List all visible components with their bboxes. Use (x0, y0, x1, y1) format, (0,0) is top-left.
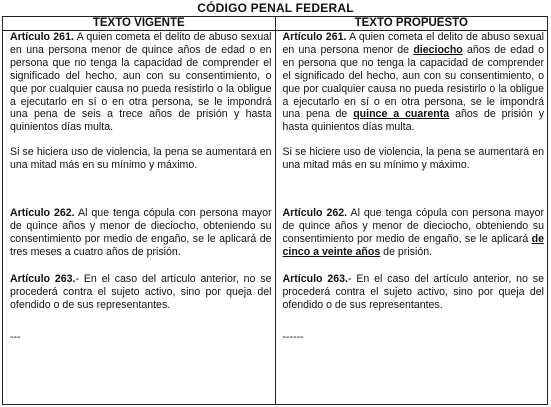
header-texto-vigente: TEXTO VIGENTE (3, 17, 276, 31)
header-texto-propuesto: TEXTO PROPUESTO (275, 17, 548, 31)
article-263-title: Artículo 263. (10, 272, 76, 285)
column-texto-propuesto (275, 31, 548, 405)
article-263-text: - En el caso del artículo anterior, no se procederá contra el sujeto activo, sino por queja del ofendido o de sus representantes. (10, 272, 272, 311)
ellipsis-mark: ------ (282, 331, 304, 344)
article-263-paragraph (283, 273, 545, 312)
article-261-paragraph (283, 31, 545, 134)
column-texto-vigente (3, 31, 276, 405)
article-261-title: Artículo 261. (282, 31, 347, 43)
article-262-text: Al que tenga cópula con persona mayor de quince años y menor de dieciocho, obteniendo su consentimiento por medio de engaño, se le aplicará de tres meses a cuatro años de prisión. (10, 207, 272, 258)
comparison-table (2, 16, 548, 405)
article-262-text-part1: Al que tenga cópula con persona mayor de quince años y menor de dieciocho, obteniendo su consentimiento por medio de engaño, se le aplicará (282, 207, 544, 245)
article-263-paragraph (10, 273, 272, 312)
article-261-underlined-penalty: quince a cuarenta (353, 108, 450, 121)
article-262-title: Artículo 262. (10, 207, 75, 220)
article-263-text: - En el caso del artículo anterior, no se procederá contra el sujeto activo, sino por queja del ofendido o de sus representantes. (282, 272, 544, 311)
document-title: CÓDIGO PENAL FEDERAL (197, 1, 354, 15)
article-261-text-part3: años de prisión y hasta quinientos días multa. (282, 108, 545, 134)
article-261-paragraph (10, 31, 272, 134)
article-262-text-part2: de prisión. (380, 245, 433, 258)
article-262-paragraph (10, 207, 272, 259)
article-261-title: Artículo 261. (10, 31, 74, 43)
article-261-violence-paragraph: Si se hiciere uso de violencia, la pena se aumentará en una mitad más en su mínimo y máximo. (282, 146, 544, 172)
ellipsis-mark: --- (10, 331, 21, 344)
article-262-title: Artículo 262. (282, 207, 348, 220)
article-261-violence-paragraph: Si se hiciera uso de violencia, la pena se aumentará en una mitad más en su mínimo y máximo. (10, 146, 272, 172)
table-header-row (3, 17, 548, 31)
article-261-underlined-age: dieciocho (413, 43, 463, 56)
article-263-title: Artículo 263. (282, 272, 348, 285)
table-body-row (3, 31, 548, 405)
article-261-text-part1: A quien cometa el delito de abuso sexual en una persona menor de (282, 31, 544, 56)
article-261-text: A quien cometa el delito de abuso sexual en una persona menor de quince años de edad o en persona que no tenga la capacidad de comprender el significado del hecho, aun con su consentimiento, o que por cualquier causa no pueda resistirlo o la obligue a ejecutarlo en sí o en otra persona, se le impondrá una pena de seis a trece años de prisión y hasta quinientos días multa. (10, 31, 272, 134)
article-262-underlined-penalty: de cinco a veinte años (282, 232, 544, 258)
article-261-text-part2: años de edad o en persona que no tenga la capacidad de comprender el significado del hecho, aun con su consentimiento, o que por cualquier causa no pueda resistirlo o la obligue a ejecutarlo en sí o en otra persona, se le impondrá una pena de (282, 43, 544, 121)
article-262-paragraph (283, 207, 545, 259)
